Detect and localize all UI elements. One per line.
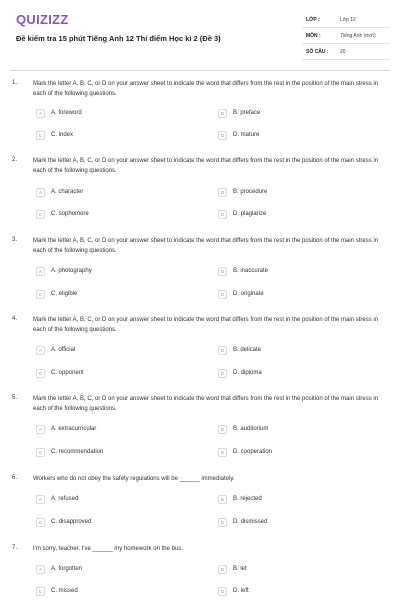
option-letter-box: A [36,565,45,574]
question-text: Mark the letter A, B, C, or D on your answer sheet to indicate the word that differs from the rest in the position of the main stress in each of the following questions. [33,81,379,97]
question-text: Mark the letter A, B, C, or D on your answer sheet to indicate the word that differs from the rest in the position of the main stress in each of the following questions. [33,158,379,174]
meta-row-class [302,14,390,28]
option-letter-box: C [36,131,45,140]
option-text: B. procedure [233,189,268,195]
option-letter-box: C [36,587,45,596]
page-header [0,0,400,68]
meta-row-subject [302,30,390,44]
quiz-title: Đề kiểm tra 15 phút Tiếng Anh 12 Thí điểm Học kì 2 (Đề 3) [16,34,221,43]
option-text: B. auditorium [233,426,269,432]
option-letter-box: B [218,425,227,434]
question-number: 3. [12,237,18,243]
meta-label: LỚP : [306,17,320,23]
option-text: A. refused [51,496,79,502]
option-text: A. character [51,189,84,195]
option-text: D. diploma [233,370,262,376]
option-text: B. let [233,566,247,572]
option-text: C. recommendation [51,449,104,455]
option-letter-box: C [36,290,45,299]
option-text: D. cooperation [233,449,273,455]
option-letter-box: B [218,267,227,276]
quizizz-logo: QUIZIZZ [16,12,69,27]
option-letter-box: A [36,109,45,118]
option-text: D. originate [233,291,264,297]
option-letter-box: D [218,210,227,219]
option-letter-box: B [218,495,227,504]
question-text: Workers who do not obey the safety regulations will be ______ immediately. [33,476,235,482]
option-letter-box: B [218,188,227,197]
question-text: Mark the letter A, B, C, or D on your answer sheet to indicate the word that differs from the rest in the position of the main stress in each of the following questions. [33,317,379,333]
option-text: B. rejected [233,496,262,502]
option-text: C. index [51,132,74,138]
option-text: D. left [233,588,249,594]
question-number: 1. [12,80,18,86]
question-number: 5. [12,395,18,401]
question-text: Mark the letter A, B, C, or D on your answer sheet to indicate the word that differs from the rest in the position of the main stress in each of the following questions. [33,238,379,254]
option-letter-box: B [218,565,227,574]
question-number: 2. [12,157,18,163]
option-letter-box: A [36,188,45,197]
question-number: 6. [12,475,18,481]
option-letter-box: B [218,346,227,355]
option-text: C. sophomore [51,211,89,217]
question-number: 7. [12,545,18,551]
header-divider [10,70,390,71]
option-text: C. missed [51,588,78,594]
question-text: Mark the letter A, B, C, or D on your answer sheet to indicate the word that differs from the rest in the position of the main stress in each of the following questions. [33,396,379,412]
option-text: A. foreword [51,110,82,116]
option-text: C. eligible [51,291,78,297]
option-letter-box: A [36,495,45,504]
meta-value: Tiếng Anh (mới) [340,33,376,39]
option-letter-box: C [36,210,45,219]
option-letter-box: A [36,267,45,276]
meta-label: SỐ CÂU : [306,49,329,55]
meta-value: 20 [340,49,346,55]
option-letter-box: C [36,448,45,457]
option-letter-box: D [218,290,227,299]
option-text: C. opponent [51,370,84,376]
meta-label: MÔN : [306,33,321,39]
option-letter-box: D [218,518,227,527]
option-letter-box: A [36,425,45,434]
question-text: I'm sorry, teacher. I've ______ my homework on the bus. [33,546,183,552]
option-text: A. official [51,347,76,353]
option-letter-box: C [36,518,45,527]
option-text: A. extracurricular [51,426,97,432]
option-text: D. mature [233,132,260,138]
option-text: B. preface [233,110,261,116]
option-text: B. inaccurate [233,268,269,274]
option-letter-box: D [218,131,227,140]
question-number: 4. [12,316,18,322]
option-letter-box: D [218,587,227,596]
option-text: D. plagiarize [233,211,267,217]
option-text: A. photography [51,268,92,274]
meta-value: Lớp 12 [340,17,356,23]
option-letter-box: B [218,109,227,118]
option-letter-box: A [36,346,45,355]
option-letter-box: D [218,448,227,457]
option-text: D. dismissed [233,519,268,525]
option-text: A. forgotten [51,566,83,572]
meta-row-count [302,46,390,60]
option-letter-box: C [36,369,45,378]
option-letter-box: D [218,369,227,378]
option-text: C. disapproved [51,519,92,525]
option-text: B. delicate [233,347,262,353]
